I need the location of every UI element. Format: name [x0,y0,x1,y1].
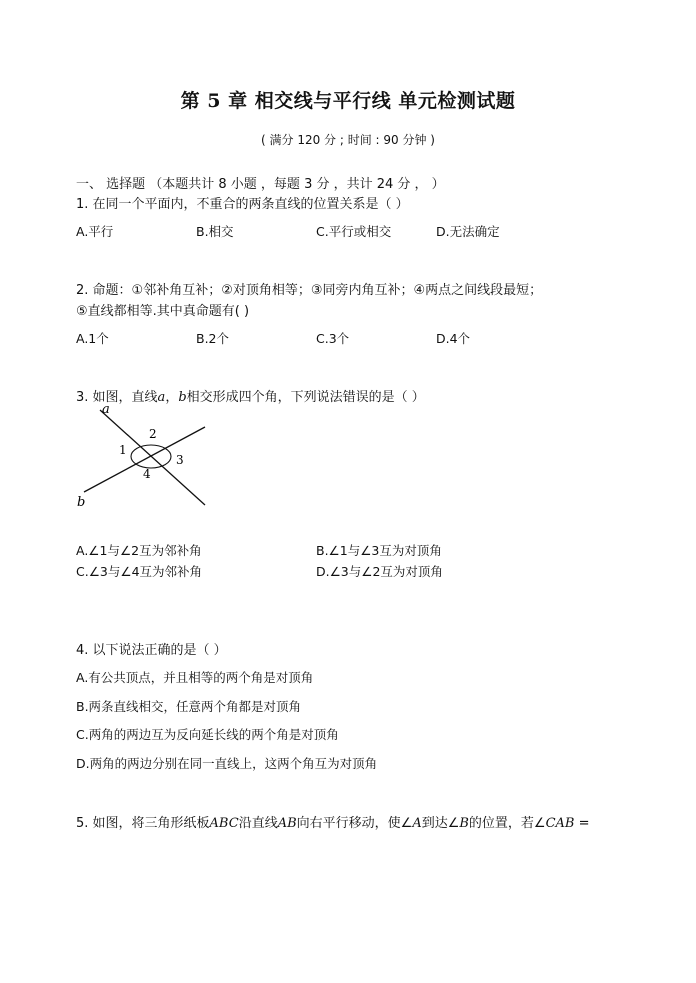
question-2-option-b: B.2个 [196,331,230,346]
question-2-stem-line2: ⑤直线都相等.其中真命题有( ) [76,304,250,319]
angle-4-label: 4 [143,467,151,481]
question-3-stem: 3. 如图，直线a，b相交形成四个角，下列说法错误的是（ ） [76,390,425,405]
line-a [100,410,205,505]
line-b-label: b [77,495,86,510]
question-2-option-a: A.1个 [76,331,109,346]
angle-2-label: 2 [149,427,157,441]
angle-1-label: 1 [119,443,127,457]
question-4-stem: 4. 以下说法正确的是（ ） [76,643,227,658]
intersecting-lines-figure [72,400,217,512]
question-4-option-d: D.两角的两边分别在同一直线上，这两个角互为对顶角 [76,756,378,771]
section-header: 一、 选择题 （本题共计 8 小题 ，每题 3 分 ，共计 24 分 ， ） [76,177,445,192]
angle-3-label: 3 [176,453,184,467]
line-b [84,427,205,492]
question-1-option-b: B.相交 [196,224,234,239]
question-2-option-d: D.4个 [436,331,471,346]
line-a-label: a [102,402,110,417]
page-title: 第 5 章 相交线与平行线 单元检测试题 [180,90,516,112]
question-1-stem: 1. 在同一个平面内，不重合的两条直线的位置关系是（ ） [76,197,409,212]
question-1-option-c: C.平行或相交 [316,224,392,239]
question-1-option-d: D.无法确定 [436,224,500,239]
question-5-stem: 5. 如图，将三角形纸板ABC沿直线AB向右平行移动，使∠A到达∠B的位置，若∠CAB = [76,816,590,831]
exam-info: ( 满分 120 分 ; 时间 : 90 分钟 ) [261,133,435,147]
question-4-option-b: B.两条直线相交，任意两个角都是对顶角 [76,699,302,714]
question-3-option-a: A.∠1与∠2互为邻补角 [76,543,202,558]
question-1-option-a: A.平行 [76,224,114,239]
question-3-option-b: B.∠1与∠3互为对顶角 [316,543,442,558]
question-2-stem-line1: 2. 命题：①邻补角互补；②对顶角相等；③同旁内角互补；④两点之间线段最短； [76,283,543,298]
question-4-option-c: C.两角的两边互为反向延长线的两个角是对顶角 [76,727,339,742]
question-4-option-a: A.有公共顶点，并且相等的两个角是对顶角 [76,670,314,685]
question-3-option-d: D.∠3与∠2互为对顶角 [316,564,443,579]
question-2-option-c: C.3个 [316,331,350,346]
question-3-option-c: C.∠3与∠4互为邻补角 [76,564,203,579]
